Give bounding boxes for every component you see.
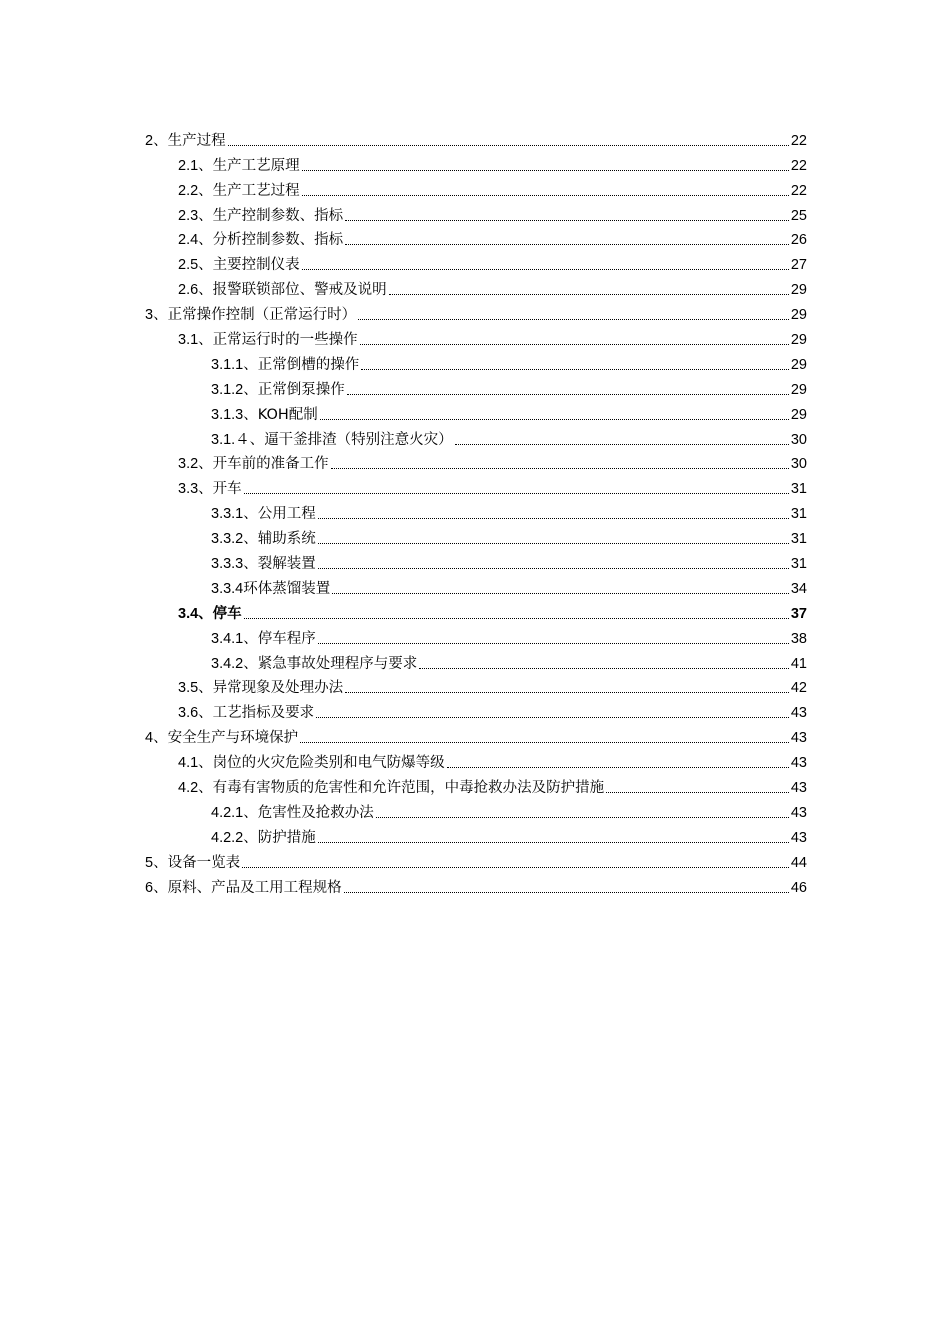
- toc-entry-page: 31: [790, 481, 807, 498]
- toc-dot-leader: [344, 891, 789, 893]
- toc-dot-leader: [242, 866, 789, 868]
- toc-entry-number: 3.5、: [178, 680, 213, 697]
- toc-entry-page: 31: [790, 506, 807, 523]
- toc-entry-title: 正常操作控制（正常运行时）: [167, 307, 357, 324]
- toc-entry-page: 31: [790, 556, 807, 573]
- toc-entry-page: 43: [790, 730, 807, 747]
- toc-dot-leader: [455, 443, 789, 445]
- toc-entry-title: 设备一览表: [167, 854, 241, 871]
- toc-entry[interactable]: [145, 748, 807, 773]
- toc-dot-leader: [332, 592, 789, 594]
- toc-dot-leader: [358, 318, 789, 320]
- toc-entry-number: 2.4、: [178, 232, 213, 249]
- toc-entry[interactable]: [145, 350, 807, 375]
- toc-entry[interactable]: [145, 325, 807, 350]
- toc-dot-leader: [318, 517, 789, 519]
- toc-entry[interactable]: [145, 375, 807, 400]
- toc-entry-title: 分析控制参数、指标: [212, 232, 344, 249]
- toc-entry-page: 38: [790, 630, 807, 647]
- toc-dot-leader: [244, 617, 789, 619]
- table-of-contents: [145, 126, 807, 898]
- toc-entry-page: 30: [790, 431, 807, 448]
- toc-entry-number: 3.3.2、: [211, 531, 258, 548]
- toc-entry-number: 2、: [145, 132, 168, 149]
- toc-entry-page: 31: [790, 531, 807, 548]
- toc-entry-number: 4.2.2、: [211, 829, 258, 846]
- toc-entry-title: 停车: [212, 605, 242, 622]
- toc-entry[interactable]: [145, 126, 807, 151]
- toc-dot-leader: [302, 194, 789, 196]
- toc-dot-leader: [320, 418, 789, 420]
- toc-entry-page: 22: [790, 182, 807, 199]
- toc-dot-leader: [447, 766, 789, 768]
- toc-dot-leader: [331, 467, 789, 469]
- toc-entry-page: 43: [790, 705, 807, 722]
- toc-entry[interactable]: [145, 574, 807, 599]
- toc-entry-number: 3.3.3、: [211, 556, 258, 573]
- toc-entry-page: 27: [790, 257, 807, 274]
- toc-entry[interactable]: [145, 798, 807, 823]
- toc-entry-page: 22: [790, 132, 807, 149]
- toc-entry[interactable]: [145, 400, 807, 425]
- toc-entry-title: 生产工艺原理: [212, 157, 300, 174]
- toc-entry-page: 43: [790, 829, 807, 846]
- toc-dot-leader: [376, 816, 789, 818]
- toc-entry-page: 22: [790, 157, 807, 174]
- toc-entry-page: 43: [790, 804, 807, 821]
- toc-entry-number: 3.4.1、: [211, 630, 258, 647]
- toc-entry-number: 3.1.2、: [211, 381, 258, 398]
- toc-entry[interactable]: [145, 823, 807, 848]
- toc-entry-page: 42: [790, 680, 807, 697]
- toc-entry-number: 3.3、: [178, 481, 213, 498]
- toc-entry-page: 30: [790, 456, 807, 473]
- toc-entry-number: 3.1.1、: [211, 356, 258, 373]
- toc-entry[interactable]: [145, 226, 807, 251]
- toc-entry-number: 2.2、: [178, 182, 213, 199]
- toc-entry-page: 44: [790, 854, 807, 871]
- toc-entry-title: 报警联锁部位、警戒及说明: [212, 282, 387, 299]
- toc-entry-page: 34: [790, 580, 807, 597]
- toc-entry[interactable]: [145, 176, 807, 201]
- toc-dot-leader: [360, 343, 789, 345]
- toc-entry-page: 43: [790, 755, 807, 772]
- toc-entry[interactable]: [145, 674, 807, 699]
- toc-entry-page: 29: [790, 381, 807, 398]
- toc-dot-leader: [302, 169, 789, 171]
- toc-entry-number: 4.1、: [178, 755, 213, 772]
- toc-entry-number: 4.2、: [178, 780, 213, 797]
- toc-entry-title: 防护措施: [257, 829, 316, 846]
- toc-entry-number: 2.1、: [178, 157, 213, 174]
- toc-entry-page: 29: [790, 307, 807, 324]
- toc-dot-leader: [347, 393, 789, 395]
- toc-entry[interactable]: [145, 250, 807, 275]
- toc-entry-number: 3.1.４、: [211, 431, 265, 448]
- toc-entry[interactable]: [145, 300, 807, 325]
- toc-entry[interactable]: [145, 425, 807, 450]
- toc-entry-number: 2.6、: [178, 282, 213, 299]
- toc-entry[interactable]: [145, 201, 807, 226]
- toc-entry[interactable]: [145, 474, 807, 499]
- toc-entry-number: 4.2.1、: [211, 804, 258, 821]
- toc-entry-title: 正常倒槽的操作: [257, 356, 360, 373]
- toc-dot-leader: [345, 243, 789, 245]
- toc-dot-leader: [389, 293, 789, 295]
- toc-entry[interactable]: [145, 873, 807, 898]
- toc-entry-number: 3.4.2、: [211, 655, 258, 672]
- toc-entry-title: 主要控制仪表: [212, 257, 300, 274]
- toc-entry-page: 37: [790, 605, 807, 622]
- toc-entry[interactable]: [145, 698, 807, 723]
- toc-entry-page: 43: [790, 780, 807, 797]
- toc-entry[interactable]: [145, 624, 807, 649]
- toc-entry-number: 3.1、: [178, 332, 213, 349]
- toc-dot-leader: [300, 741, 789, 743]
- toc-entry-title: 危害性及抢救办法: [257, 804, 374, 821]
- toc-entry[interactable]: [145, 848, 807, 873]
- toc-entry-title: 异常现象及处理办法: [212, 680, 344, 697]
- toc-entry-title: 开车前的准备工作: [212, 456, 329, 473]
- toc-dot-leader: [302, 268, 789, 270]
- toc-entry-number: 3、: [145, 307, 168, 324]
- toc-entry[interactable]: [145, 151, 807, 176]
- toc-dot-leader: [318, 642, 789, 644]
- toc-entry-title: 安全生产与环境保护: [167, 730, 299, 747]
- toc-entry-title: 生产工艺过程: [212, 182, 300, 199]
- toc-entry-title: 逼干釜排渣（特别注意火灾）: [264, 431, 453, 448]
- toc-entry-number: 3.2、: [178, 456, 213, 473]
- toc-dot-leader: [345, 219, 789, 221]
- toc-dot-leader: [345, 691, 789, 693]
- toc-entry-title: 辅助系统: [257, 531, 316, 548]
- toc-entry-page: 29: [790, 332, 807, 349]
- toc-entry-title: 工艺指标及要求: [212, 705, 315, 722]
- toc-entry[interactable]: [145, 450, 807, 475]
- toc-dot-leader: [316, 716, 789, 718]
- toc-entry[interactable]: [145, 773, 807, 798]
- toc-entry-title: 生产控制参数、指标: [212, 207, 344, 224]
- toc-entry-title: 原料、产品及工用工程规格: [167, 879, 342, 896]
- toc-entry-number: 2.3、: [178, 207, 213, 224]
- toc-entry[interactable]: [145, 499, 807, 524]
- toc-entry-number: 3.4、: [178, 605, 213, 622]
- toc-entry-number: 3.1.3、: [211, 406, 258, 423]
- toc-entry[interactable]: [145, 275, 807, 300]
- toc-entry[interactable]: [145, 723, 807, 748]
- toc-entry-title: 裂解装置: [257, 556, 316, 573]
- toc-entry-number: 4、: [145, 730, 168, 747]
- toc-entry-title: 环体蒸馏装置: [243, 580, 331, 597]
- toc-entry[interactable]: [145, 599, 807, 624]
- toc-entry-number: 3.3.4: [211, 580, 244, 597]
- toc-entry-page: 29: [790, 406, 807, 423]
- toc-entry-number: 2.5、: [178, 257, 213, 274]
- toc-entry-title: 正常倒泵操作: [257, 381, 345, 398]
- toc-dot-leader: [318, 841, 789, 843]
- toc-entry-number: 3.6、: [178, 705, 213, 722]
- toc-entry-title: KOH配制: [257, 406, 318, 423]
- toc-entry-page: 26: [790, 232, 807, 249]
- toc-entry-number: 6、: [145, 879, 168, 896]
- toc-entry-title: 生产过程: [167, 132, 226, 149]
- toc-entry-title: 开车: [212, 481, 242, 498]
- toc-entry[interactable]: [145, 649, 807, 674]
- toc-entry[interactable]: [145, 549, 807, 574]
- toc-entry[interactable]: [145, 524, 807, 549]
- toc-entry-page: 41: [790, 655, 807, 672]
- toc-entry-title: 紧急事故处理程序与要求: [257, 655, 418, 672]
- toc-entry-page: 29: [790, 356, 807, 373]
- toc-entry-page: 25: [790, 207, 807, 224]
- toc-dot-leader: [419, 667, 789, 669]
- toc-entry-page: 46: [790, 879, 807, 896]
- toc-entry-number: 5、: [145, 854, 168, 871]
- toc-dot-leader: [318, 542, 789, 544]
- toc-entry-title: 有毒有害物质的危害性和允许范围，中毒抢救办法及防护措施: [212, 780, 605, 797]
- toc-entry-title: 岗位的火灾危险类别和电气防爆等级: [212, 755, 445, 772]
- toc-entry-title: 正常运行时的一些操作: [212, 332, 358, 349]
- toc-dot-leader: [318, 567, 789, 569]
- toc-entry-page: 29: [790, 282, 807, 299]
- toc-dot-leader: [606, 791, 789, 793]
- toc-entry-title: 公用工程: [257, 506, 316, 523]
- toc-entry-number: 3.3.1、: [211, 506, 258, 523]
- toc-dot-leader: [244, 492, 789, 494]
- toc-dot-leader: [228, 144, 789, 146]
- toc-dot-leader: [361, 368, 789, 370]
- toc-entry-title: 停车程序: [257, 630, 316, 647]
